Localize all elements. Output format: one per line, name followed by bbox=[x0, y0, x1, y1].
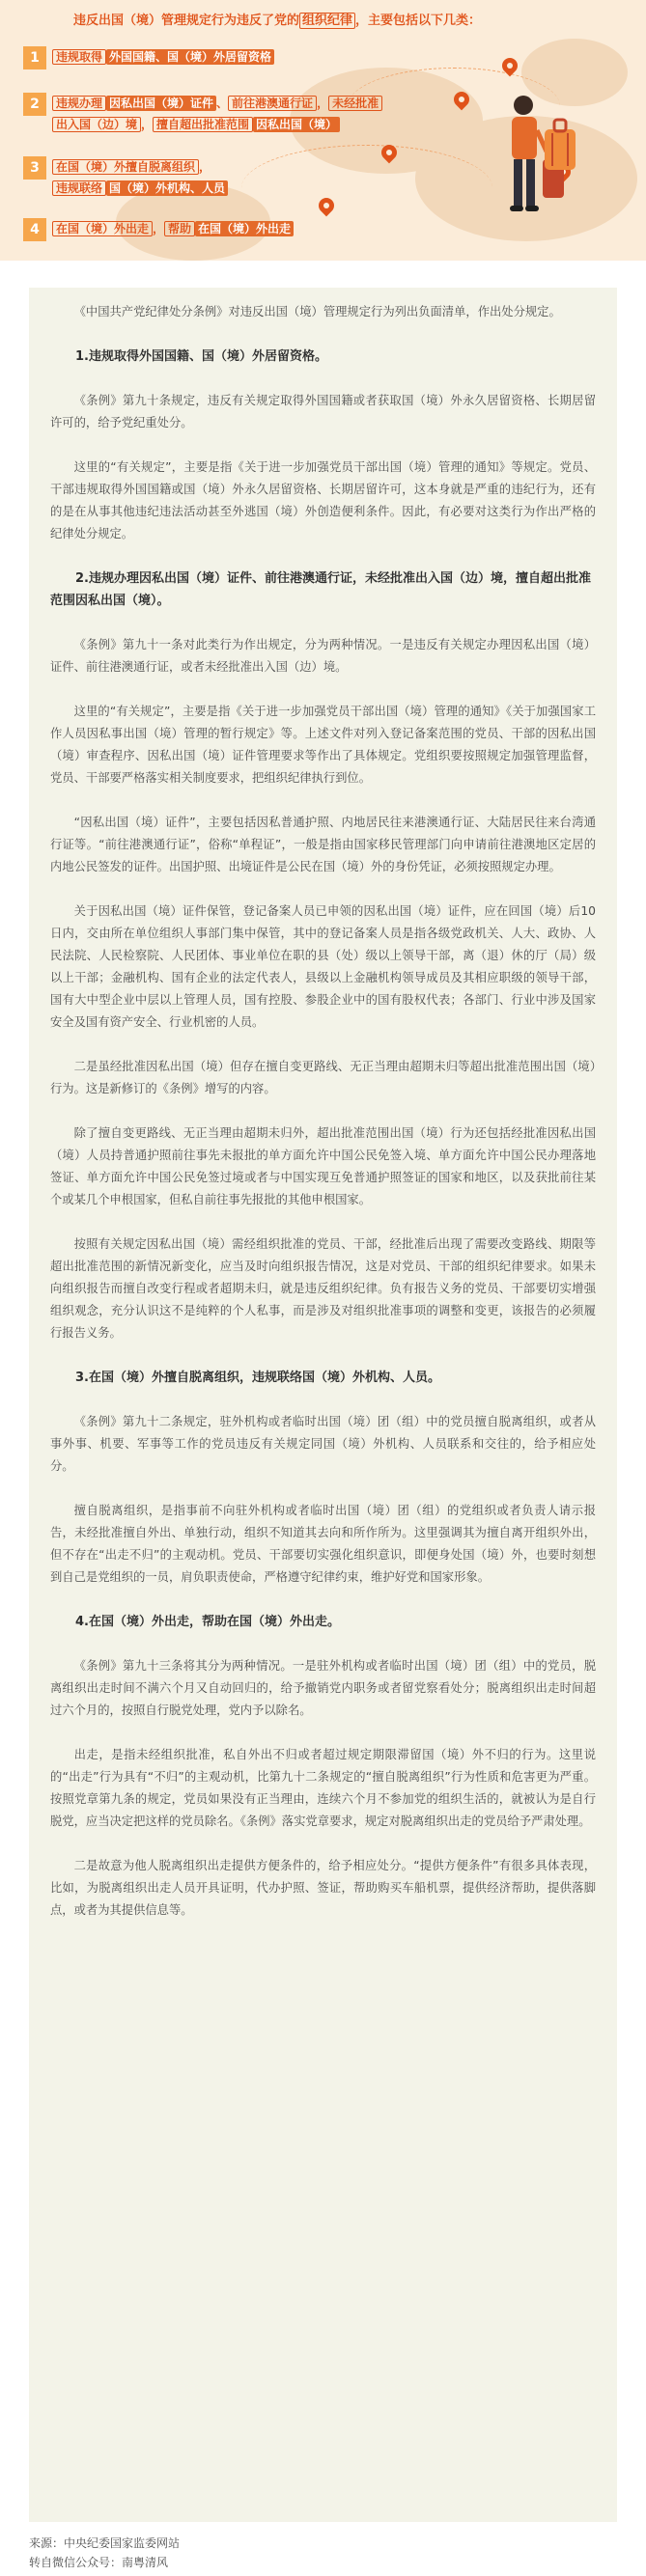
item-punctuation: ， bbox=[153, 222, 165, 235]
banner-item-4 bbox=[23, 218, 294, 241]
item-phrase: 在国（境）外出走 bbox=[195, 221, 294, 236]
item-phrase: 违规联络 bbox=[52, 180, 106, 196]
paragraph: 出走，是指未经组织批准，私自外出不归或者超过规定期限滞留国（境）外不归的行为。这里说的“出走”行为具有“不归”的主观动机，比第九十二条规定的“擅自脱离组织”行为性质和危害更为严重。按照党章第九条的规定，党员如果没有正当理由，连续六个月不参加党的组织生活的，就被认为是自行脱党，应当决定把这样的党员除名。《条例》落实党章要求，规定对脱离组织出走的党员给予严肃处理。 bbox=[50, 1748, 596, 1828]
banner-title-highlight: 组织纪律 bbox=[299, 13, 355, 29]
section-heading: 4.在国（境）外出走，帮助在国（境）外出走。 bbox=[75, 1615, 340, 1629]
banner-item-2 bbox=[23, 93, 382, 135]
infographic-banner bbox=[0, 0, 646, 261]
paragraph: “因私出国（境）证件”，主要包括因私普通护照、内地居民往来港澳通行证、大陆居民往来台湾通行证等。“前往港澳通行证”，俗称“单程证”，一般是指由国家移民管理部门向申请前往港澳地区定居的内地公民签发的证件。出国护照、出境证件是公民在国（境）外的身份凭证，必须按照规定办理。 bbox=[50, 816, 596, 873]
paragraph: 《条例》第九十三条将其分为两种情况。一是驻外机构或者临时出国（境）团（组）中的党员，脱离组织出走时间不满六个月又自动回归的，给予撤销党内职务或者留党察看处分；脱离组织出走时间超过六个月的，按照自行脱党处理，党内予以除名。 bbox=[50, 1659, 596, 1717]
article-body bbox=[29, 288, 617, 2522]
item-phrase: 国（境）外机构、人员 bbox=[106, 180, 228, 196]
paragraph: 擅自脱离组织，是指事前不向驻外机构或者临时出国（境）团（组）的党组织或者负责人请示报告，未经批准擅自外出、单独行动，组织不知道其去向和所作所为。这里强调其为擅自离开组织外出，但不存在“出走不归”的主观动机。党员、干部要切实强化组织意识，即便身处国（境）外，也要时刻想到自己是党组织的一员，肩负职责使命，严格遵守纪律约束，维护好党和国家形象。 bbox=[50, 1504, 596, 1584]
paragraph: 《条例》第九十二条规定，驻外机构或者临时出国（境）团（组）中的党员擅自脱离组织，或者从事外事、机要、军事等工作的党员违反有关规定同国（境）外机构、人员联系和交往的，给予相应处分。 bbox=[50, 1415, 596, 1473]
footer bbox=[29, 2534, 617, 2572]
banner-title-text: ，主要包括以下几类： bbox=[355, 14, 482, 28]
banner-item-1 bbox=[23, 46, 274, 69]
section-heading: 2.违规办理因私出国（境）证件、前往港澳通行证，未经批准出入国（边）境，擅自超出批准范围因私出国（境）。 bbox=[50, 571, 591, 608]
item-text bbox=[52, 156, 228, 199]
item-punctuation: ， bbox=[199, 160, 211, 174]
banner-title bbox=[73, 10, 614, 28]
paragraph: 《条例》第九十一条对此类行为作出规定，分为两种情况。一是违反有关规定办理因私出国（境）证件、前往港澳通行证，或者未经批准出入国（边）境。 bbox=[50, 638, 596, 674]
paragraph: 除了擅自变更路线、无正当理由超期未归外，超出批准范围出国（境）行为还包括经批准因私出国（境）人员持普通护照前往事先未报批的单方面允许中国公民免签入境、单方面允许中国公民办理落地签证、单方面允许中国公民免签过境或者与中国实现互免普通护照签证的国家和地区，以及获批前往某个或某几个申根国家，但私自前往事先报批的其他申根国家。 bbox=[50, 1126, 596, 1206]
paragraph: 这里的“有关规定”，主要是指《关于进一步加强党员干部出国（境）管理的通知》《关于加强国家工作人员因私事出国（境）管理的暂行规定》等。上述文件对列入登记备案范围的党员、干部的因私出国（境）审查程序、因私出国（境）证件管理要求等作出了具体规定。党组织要按照规定加强管理监督，党员、干部要严格落实相关制度要求，把组织纪律执行到位。 bbox=[50, 705, 596, 785]
item-punctuation: ， bbox=[317, 97, 329, 110]
item-number-badge: 4 bbox=[23, 218, 46, 241]
paragraph: 这里的“有关规定”，主要是指《关于进一步加强党员干部出国（境）管理的通知》等规定。党员、干部违规取得外国国籍或国（境）外永久居留资格、长期居留许可，这本身就是严重的违纪行为，还有的是在从事其他违纪违法活动甚至外逃国（境）外创造便利条件。因此，有必要对这类行为作出严格的纪律处分规定。 bbox=[50, 460, 596, 540]
item-phrase: 帮助 bbox=[164, 221, 195, 236]
source-text: 来源：中央纪委国家监委网站 bbox=[29, 2536, 181, 2550]
item-phrase: 在国（境）外擅自脱离组织 bbox=[52, 159, 199, 175]
reprint-text: 转自微信公众号：南粤清风 bbox=[29, 2556, 169, 2569]
section-heading: 1.违规取得外国国籍、国（境）外居留资格。 bbox=[75, 349, 327, 364]
item-punctuation: ， bbox=[141, 118, 154, 131]
item-number-badge: 3 bbox=[23, 156, 46, 180]
item-phrase: 违规取得 bbox=[52, 49, 106, 65]
banner-title-text: 违反出国（境）管理规定行为违反了党的 bbox=[73, 14, 300, 28]
item-phrase: 违规办理 bbox=[52, 96, 106, 111]
item-phrase: 因私出国（境） bbox=[253, 117, 340, 132]
item-phrase: 在国（境）外出走 bbox=[52, 221, 153, 236]
paragraph: 二是虽经批准因私出国（境）但存在擅自变更路线、无正当理由超期未归等超出批准范围出国（境）行为。这是新修订的《条例》增写的内容。 bbox=[50, 1060, 596, 1095]
article bbox=[0, 261, 646, 2543]
paragraph: 按照有关规定因私出国（境）需经组织批准的党员、干部，经批准后出现了需要改变路线、期限等超出批准范围的新情况新变化，应当及时向组织报告情况，这是对党员、干部的组织纪律要求。如果未向组织报告而擅自改变行程或者超期未归，就是违反组织纪律。负有报告义务的党员、干部要切实增强组织观念，充分认识这不是纯粹的个人私事，而是涉及对组织批准事项的调整和变更，该报告的必须履行报告义务。 bbox=[50, 1237, 596, 1340]
item-phrase: 因私出国（境）证件 bbox=[106, 96, 216, 111]
item-phrase: 外国国籍、国（境）外居留资格 bbox=[106, 49, 274, 65]
item-phrase: 出入国（边）境 bbox=[52, 117, 141, 132]
item-phrase: 擅自超出批准范围 bbox=[153, 117, 253, 132]
paragraph: 关于因私出国（境）证件保管，登记备案人员已申领的因私出国（境）证件，应在回国（境）后10日内，交由所在单位组织人事部门集中保管，其中的登记备案人员是指各级党政机关、人大、政协、人民法院、人民检察院、人民团体、事业单位在职的县（处）级以上领导干部，离（退）休的厅（局）级以上干部；金融机构、国有企业的法定代表人，县级以上金融机构领导成员及其相应职级的领导干部，国有大中型企业中层以上管理人员，国有控股、参股企业中的国有股权代表；各部门、行业中涉及国家安全及国有资产安全、行业机密的人员。 bbox=[50, 904, 596, 1029]
suitcase-icon bbox=[541, 116, 579, 174]
item-text bbox=[52, 93, 382, 135]
item-number-badge: 1 bbox=[23, 46, 46, 69]
paragraph: 《中国共产党纪律处分条例》对违反出国（境）管理规定行为列出负面清单，作出处分规定。 bbox=[73, 305, 561, 319]
item-number-badge: 2 bbox=[23, 93, 46, 116]
paragraph: 二是故意为他人脱离组织出走提供方便条件的，给予相应处分。“提供方便条件”有很多具体表现，比如，为脱离组织出走人员开具证明，代办护照、签证，帮助购买车船机票，提供经济帮助，提供落脚点，或者为其提供信息等。 bbox=[50, 1859, 596, 1917]
banner-item-3 bbox=[23, 156, 228, 199]
item-punctuation: 、 bbox=[216, 97, 229, 110]
item-phrase: 前往港澳通行证 bbox=[228, 96, 317, 111]
section-heading: 3.在国（境）外擅自脱离组织，违规联络国（境）外机构、人员。 bbox=[75, 1371, 440, 1385]
item-text bbox=[52, 218, 294, 239]
paragraph: 《条例》第九十条规定，违反有关规定取得外国国籍或者获取国（境）外永久居留资格、长期居留许可的，给予党纪重处分。 bbox=[50, 394, 596, 429]
item-phrase: 未经批准 bbox=[328, 96, 382, 111]
item-text bbox=[52, 46, 274, 68]
